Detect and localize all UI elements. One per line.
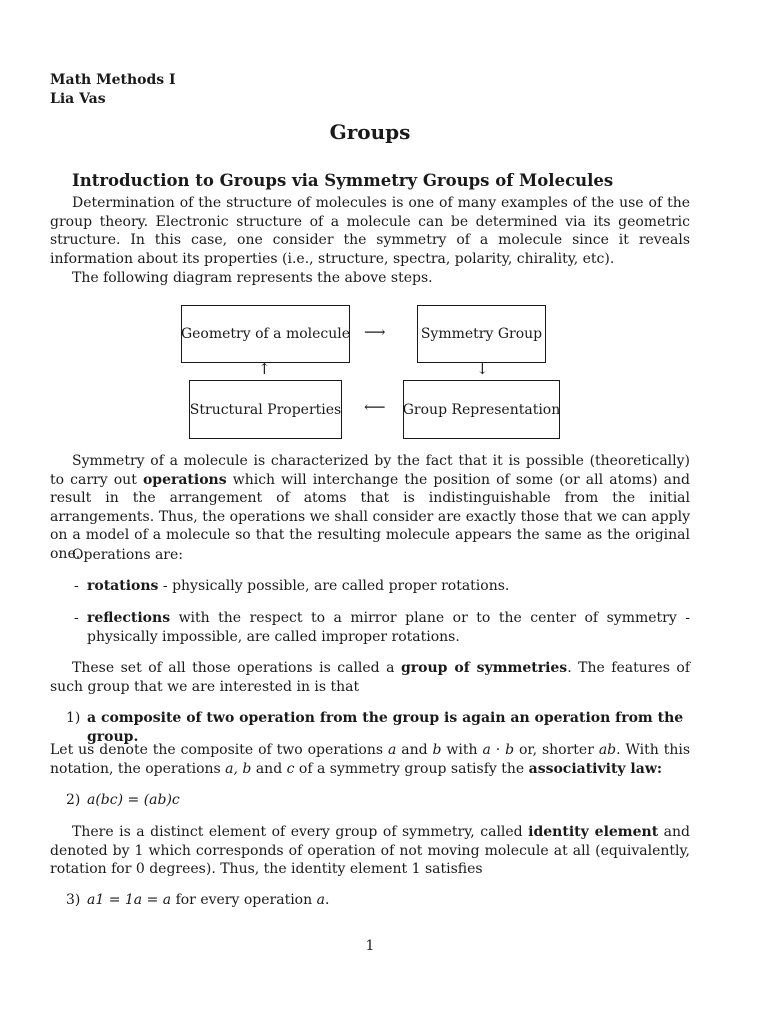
section-title: Introduction to Groups via Symmetry Groups of Molecules	[72, 171, 614, 190]
symmetry-paragraph: Symmetry of a molecule is characterized by the fact that it is possible (theoretically) to carry out operations which will interchange the position of some (or all atoms) and result in the arrangement of atoms that is indistinguishable from the initial arrangements. Thus, the operations we shall consider are exactly those that we can apply on a model of a molecule so that the resulting molecule appears the same as the original one.	[50, 453, 690, 562]
box-geometry	[181, 305, 350, 363]
page-number: 1	[365, 938, 375, 954]
arrow-down-icon: ↓	[476, 360, 489, 378]
group-paragraph: These set of all those operations is called a group of symmetries. The features of such group that we are interested in is that	[50, 660, 691, 695]
box-geometry-label: Geometry of a molecule	[180, 326, 351, 342]
box-symmetry-group-label: Symmetry Group	[420, 326, 543, 342]
box-structural-properties-label: Structural Properties	[189, 401, 342, 418]
box-group-representation-label: Group Representation	[402, 401, 561, 418]
term-operations: operations	[142, 471, 227, 488]
list-item-reflections: - reflections with the respect to a mirror plane or to the center of symmetry - physically impossible, are called improper rotations.	[74, 610, 690, 645]
term-reflections: reflections	[87, 610, 171, 626]
arrow-right-icon: ⟶	[364, 323, 386, 341]
list-item-rotations: - rotations - physically possible, are called proper rotations.	[74, 578, 510, 594]
intro-paragraph: Determination of the structure of molecules is one of many examples of the use of the group theory. Electronic structure of a molecule can be determined via its geometric structure. In this case, one consider the symmetry of a molecule since it reveals information about its properties (i.e., structure, spectra, polarity, chirality, etc).	[50, 195, 690, 267]
property-closure: 1) a composite of two operation from the group is again an operation from the group.	[66, 710, 684, 745]
term-rotations: rotations	[87, 578, 159, 594]
page-title: Groups	[329, 120, 411, 144]
diagram-intro: The following diagram represents the above steps.	[72, 270, 433, 286]
term-associativity: associativity law:	[528, 760, 663, 777]
property-identity: 3) a1 = 1a = a for every operation a.	[66, 892, 330, 908]
notation-paragraph: Let us denote the composite of two operations a and b with a · b or, shorter ab. With this notation, the operations a, b and c of a symmetry group satisfy the associativity law:	[50, 742, 691, 777]
operations-intro: Operations are:	[72, 547, 183, 563]
arrow-up-icon: ↑	[258, 360, 271, 378]
arrow-left-icon: ⟵	[364, 398, 386, 416]
box-structural-properties	[189, 380, 342, 439]
box-symmetry-group	[417, 305, 546, 363]
box-group-representation	[403, 380, 560, 439]
term-group-of-symmetries: group of symmetries	[401, 660, 568, 676]
identity-paragraph: There is a distinct element of every group of symmetry, called identity element and denoted by 1 which corresponds of operation of not moving molecule at all (equivalently, rotation for 0 degrees). Thus, the identity element 1 satisfies	[50, 824, 691, 878]
term-identity-element: identity element	[528, 824, 659, 840]
course-name: Math Methods I	[50, 72, 176, 88]
author-name: Lia Vas	[50, 91, 106, 107]
property-associativity: 2) a(bc) = (ab)c	[66, 792, 180, 808]
